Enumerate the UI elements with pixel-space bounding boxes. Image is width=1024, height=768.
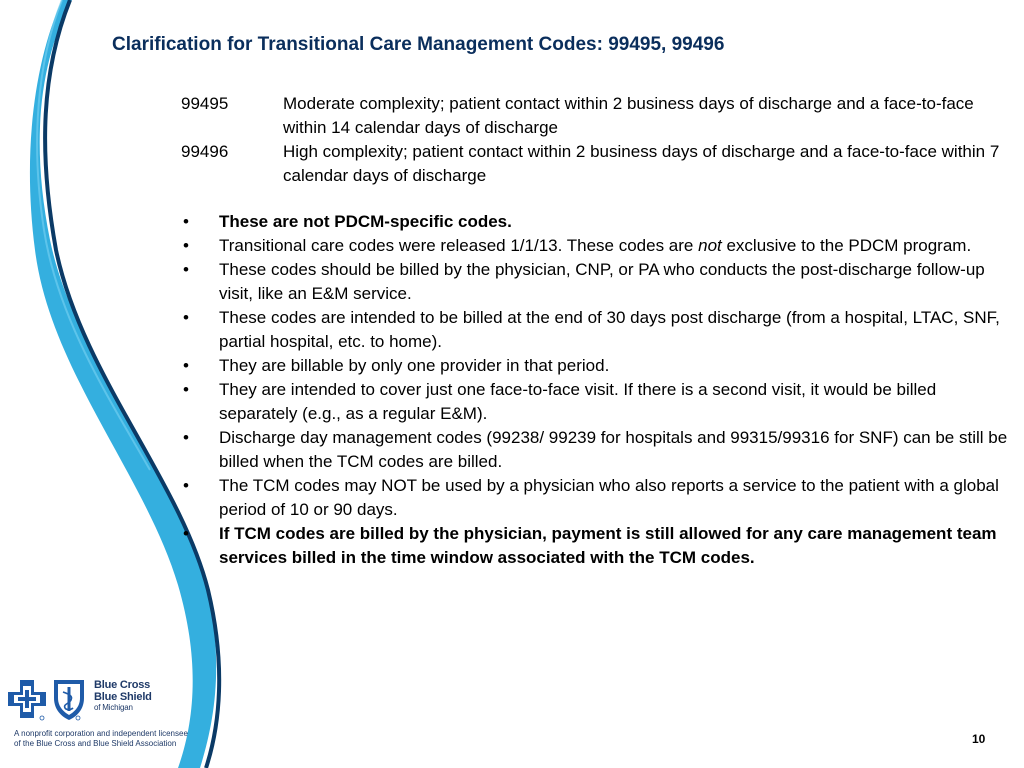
bullet-text — [219, 234, 1017, 258]
code-number: 99495 — [181, 94, 229, 113]
bullet-list — [181, 210, 1017, 570]
bullet-item — [181, 234, 1017, 258]
bullet-marker: • — [183, 476, 189, 495]
logo-wordmark — [94, 679, 152, 713]
bullet-item — [181, 306, 1017, 354]
bullet-marker: • — [183, 356, 189, 375]
code-row — [181, 140, 1011, 188]
bullet-item — [181, 378, 1017, 426]
bullet-text-emphasis: not — [698, 236, 722, 255]
bullet-item — [181, 210, 1017, 234]
bullet-text-pre: Transitional care codes were released 1/1/13. These codes are — [219, 236, 699, 255]
bullet-marker: • — [183, 380, 189, 399]
bullet-marker: • — [183, 236, 189, 255]
blue-cross-icon — [8, 680, 46, 718]
bullet-item — [181, 522, 1017, 570]
bullet-text: They are intended to cover just one face-to-face visit. If there is a second visit, it would be billed separately (e.g., as a regular E&M). — [219, 380, 937, 423]
bullet-text: If TCM codes are billed by the physician, payment is still allowed for any care management team services billed in the time window associated with the TCM codes. — [219, 524, 997, 567]
bullet-marker: • — [183, 260, 189, 279]
slide-title: Clarification for Transitional Care Management Codes: 99495, 99496 — [112, 34, 725, 55]
licensee-line-1: A nonprofit corporation and independent licensee — [14, 729, 188, 738]
blue-shield-icon — [54, 680, 84, 720]
bullet-marker: • — [183, 308, 189, 327]
page-number: 10 — [972, 732, 986, 746]
bullet-text: Discharge day management codes (99238/ 99239 for hospitals and 99315/99316 for SNF) can be still be billed when the TCM codes are billed. — [219, 428, 1008, 471]
bullet-text: These codes should be billed by the physician, CNP, or PA who conducts the post-discharge follow-up visit, like an E&M service. — [219, 260, 985, 303]
code-number: 99496 — [181, 142, 229, 161]
code-description: High complexity; patient contact within 2 business days of discharge and a face-to-face within 7 calendar days of discharge — [283, 142, 1000, 185]
logo-line-1: Blue Cross — [94, 679, 151, 691]
licensee-line-2: of the Blue Cross and Blue Shield Association — [14, 739, 177, 748]
bullet-item — [181, 354, 1017, 378]
logo-line-3: of Michigan — [94, 703, 133, 712]
bullet-item — [181, 474, 1017, 522]
bullet-marker: • — [183, 212, 189, 231]
bullet-text: The TCM codes may NOT be used by a physician who also reports a service to the patient with a global period of 10 or 90 days. — [219, 476, 999, 519]
bullet-text-post: exclusive to the PDCM program. — [721, 236, 972, 255]
licensee-statement — [14, 729, 188, 749]
code-row — [181, 92, 1011, 140]
bullet-text: They are billable by only one provider in that period. — [219, 356, 610, 375]
bullet-item — [181, 258, 1017, 306]
bullet-marker: • — [183, 428, 189, 447]
bullet-text: These codes are intended to be billed at the end of 30 days post discharge (from a hospital, LTAC, SNF, partial hospital, etc. to home). — [219, 308, 1000, 351]
code-definitions — [181, 92, 1011, 188]
bullet-item — [181, 426, 1017, 474]
logo-line-2: Blue Shield — [94, 691, 152, 703]
bullet-text: These are not PDCM-specific codes. — [219, 212, 512, 231]
code-description: Moderate complexity; patient contact within 2 business days of discharge and a face-to-face within 14 calendar days of discharge — [283, 94, 974, 137]
bullet-marker: • — [183, 524, 189, 543]
